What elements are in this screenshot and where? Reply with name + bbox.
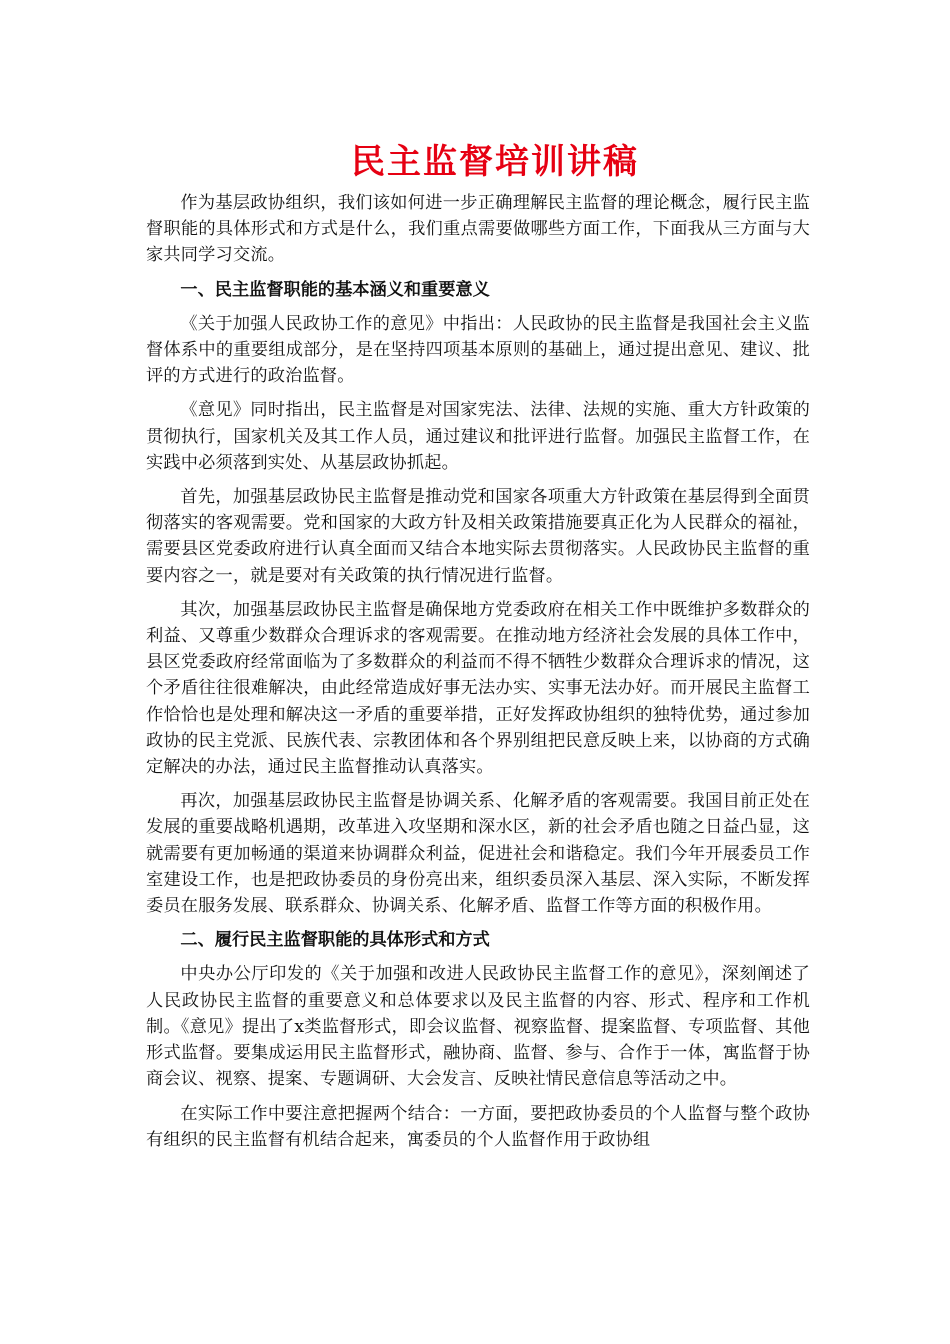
paragraph: 在实际工作中要注意把握两个结合：一方面，要把政协委员的个人监督与整个政协有组织的民主监督有机结合起来，寓委员的个人监督作用于政协组 — [146, 1103, 810, 1150]
paragraph: 再次，加强基层政协民主监督是协调关系、化解矛盾的客观需要。我国目前正处在发展的重要战略机遇期，改革进入攻坚期和深水区，新的社会矛盾也随之日益凸显，这就需要有更加畅通的渠道来协调群众利益，促进社会和谐稳定。我们今年开展委员工作室建设工作，也是把政协委员的身份亮出来，组织委员深入基层、深入实际，不断发挥委员在服务发展、联系群众、协调关系、化解矛盾、监督工作等方面的积极作用。 — [146, 791, 810, 917]
paragraph-intro: 作为基层政协组织，我们该如何进一步正确理解民主监督的理论概念，履行民主监督职能的具体形式和方式是什么，我们重点需要做哪些方面工作，下面我从三方面与大家共同学习交流。 — [146, 193, 810, 266]
paragraph: 《关于加强人民政协工作的意见》中指出：人民政协的民主监督是我国社会主义监督体系中的重要组成部分，是在坚持四项基本原则的基础上，通过提出意见、建议、批评的方式进行的政治监督。 — [146, 313, 810, 387]
paragraph: 其次，加强基层政协民主监督是确保地方党委政府在相关工作中既维护多数群众的利益、又尊重少数群众合理诉求的客观需要。在推动地方经济社会发展的具体工作中，县区党委政府经常面临为了多数群众的利益而不得不牺牲少数群众合理诉求的情况，这个矛盾往往很难解决，由此经常造成好事无法办实、实事无法办好。而开展民主监督工作恰恰也是处理和解决这一矛盾的重要举措，正好发挥政协组织的独特优势，通过参加政协的民主党派、民族代表、宗教团体和各个界别组把民意反映上来，以协商的方式确定解决的办法，通过民主监督推动认真落实。 — [146, 599, 810, 778]
paragraph: 《意见》同时指出，民主监督是对国家宪法、法律、法规的实施、重大方针政策的贯彻执行，国家机关及其工作人员，通过建议和批评进行监督。加强民主监督工作，在实践中必须落到实处、从基层政协抓起。 — [146, 400, 810, 473]
document-title: 民主监督培训讲稿 — [351, 142, 639, 182]
document-body — [146, 190, 810, 1161]
section-heading-2: 二、履行民主监督职能的具体形式和方式 — [180, 930, 490, 951]
paragraph: 中央办公厅印发的《关于加强和改进人民政协民主监督工作的意见》，深刻阐述了人民政协民主监督的重要意义和总体要求以及民主监督的内容、形式、程序和工作机制。《意见》提出了x类监督形式，即会议监督、视察监督、提案监督、专项监督、其他形式监督。要集成运用民主监督形式，融协商、监督、参与、合作于一体，寓监督于协商会议、视察、提案、专题调研、大会发言、反映社情民意信息等活动之中。 — [146, 964, 810, 1090]
paragraph: 首先，加强基层政协民主监督是推动党和国家各项重大方针政策在基层得到全面贯彻落实的客观需要。党和国家的大政方针及相关政策措施要真正化为人民群众的福祉，需要县区党委政府进行认真全面而又结合本地实际去贯彻落实。人民政协民主监督的重要内容之一，就是要对有关政策的执行情况进行监督。 — [146, 487, 810, 586]
section-heading-1: 一、民主监督职能的基本涵义和重要意义 — [180, 279, 490, 300]
